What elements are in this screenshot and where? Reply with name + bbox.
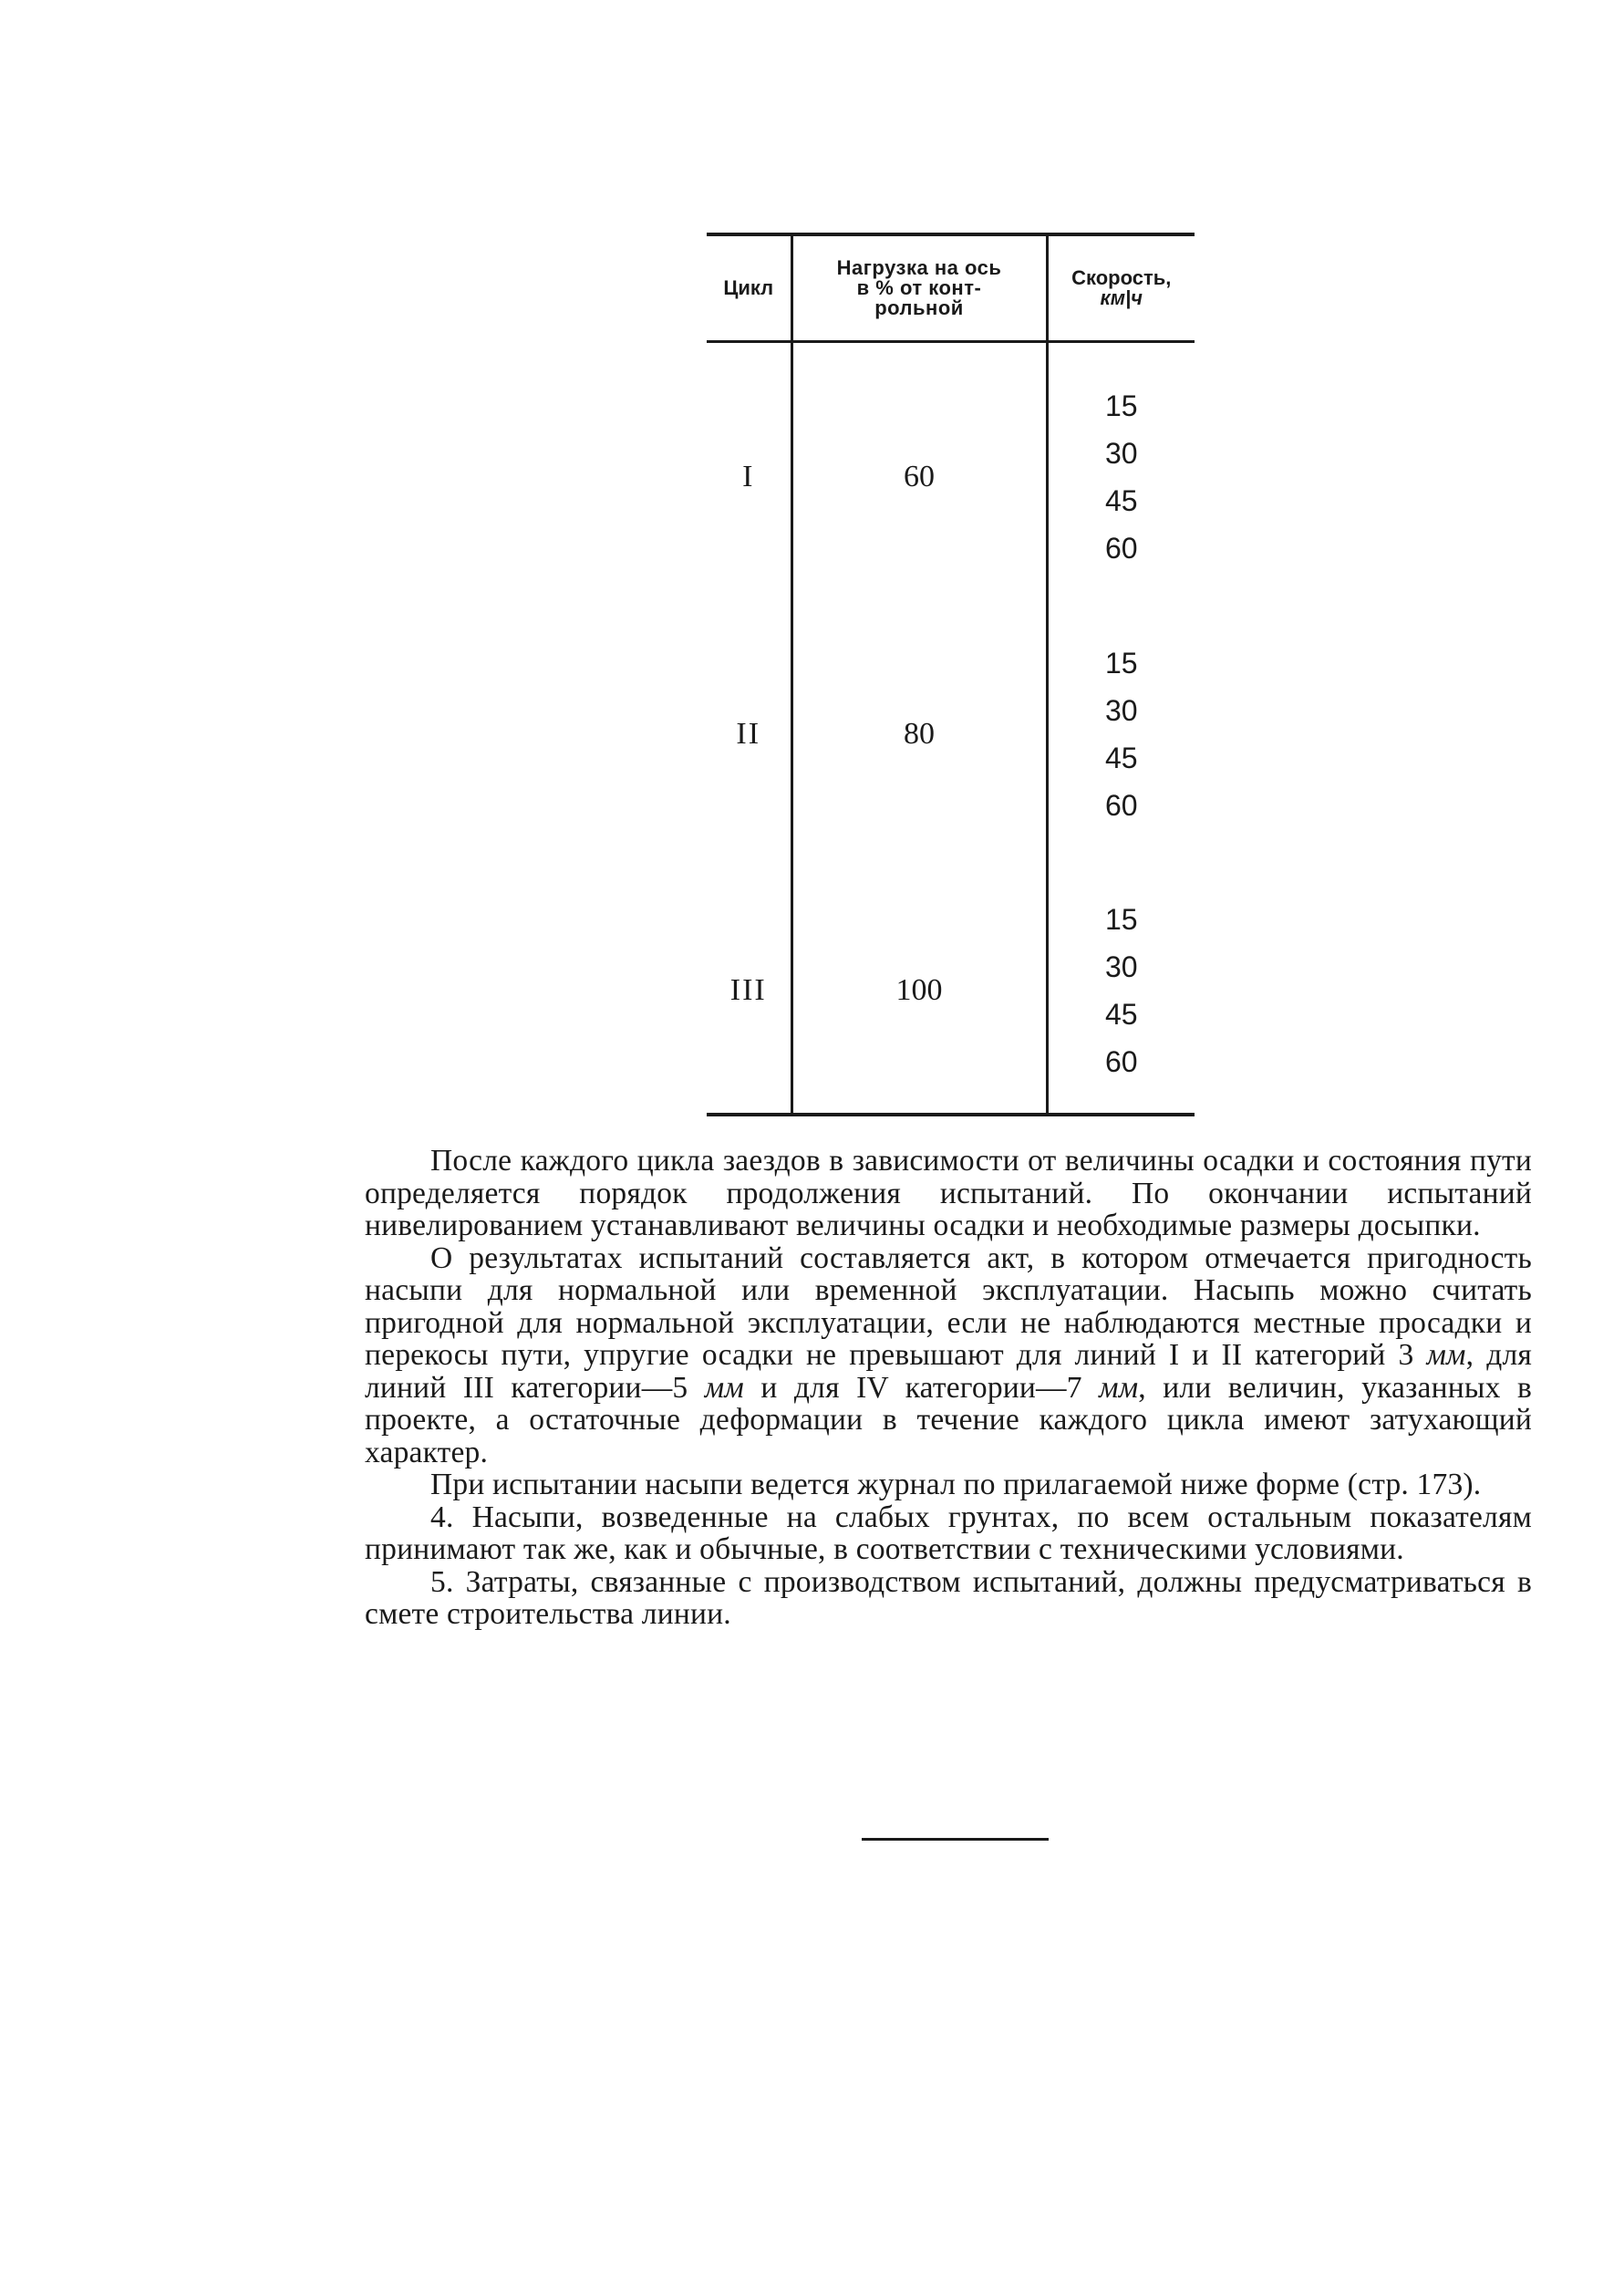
speed-value: 30	[1104, 436, 1138, 470]
speed-list	[1049, 904, 1195, 1077]
cycle-cell	[707, 611, 791, 857]
header-cycle-label: Цикл	[723, 275, 774, 299]
header-load-line1: Нагрузка на ось	[836, 255, 1002, 279]
speed-value: 60	[1104, 1044, 1138, 1078]
table-row	[707, 868, 1195, 1115]
table-row	[707, 354, 1195, 600]
paragraph-test-report	[365, 1242, 1532, 1469]
speed-value: 60	[1104, 788, 1138, 822]
body-text	[365, 1145, 1532, 1631]
test-cycles-table	[707, 233, 1195, 1116]
table-body	[707, 341, 1195, 1115]
speed-value: 15	[1104, 902, 1138, 936]
speed-cell	[1047, 611, 1195, 857]
paragraph-text: , или величин, указанных в проекте, а остаточные деформации в течение каждого цикла имеют затухающий характер.	[365, 1370, 1532, 1469]
paragraph-item-4: 4. Насыпи, возведенные на слабых грунтах, по всем остальным показателям принимают так же, как и обычные, в соответствии с техническими условиями.	[365, 1500, 1532, 1566]
header-axle-load	[791, 234, 1047, 341]
speed-value: 60	[1104, 531, 1138, 565]
paragraph-journal: При испытании насыпи ведется журнал по прилагаемой ниже форме (стр. 173).	[430, 1468, 1482, 1501]
header-load-line3: рольной	[874, 296, 964, 319]
speed-list	[1049, 648, 1195, 821]
row-spacer	[707, 341, 1195, 354]
cycle-cell	[707, 354, 791, 600]
speed-value: 45	[1104, 997, 1138, 1031]
table-header	[707, 234, 1195, 341]
header-speed	[1047, 234, 1195, 341]
load-cell: 100	[791, 868, 1047, 1115]
load-cell: 80	[791, 611, 1047, 857]
header-load-line2: в % от конт-	[856, 275, 982, 299]
row-spacer	[707, 600, 1195, 611]
speed-value: 15	[1104, 646, 1138, 680]
header-speed-unit: км|ч	[1100, 285, 1143, 309]
test-cycles-table-container	[707, 233, 1195, 1116]
speed-value: 15	[1104, 389, 1138, 422]
paragraph-text: , для линий III категории—5	[365, 1338, 1532, 1405]
row-spacer	[707, 857, 1195, 868]
speed-value: 45	[1104, 483, 1138, 517]
cycle-number: I	[742, 459, 755, 493]
unit-mm: мм	[1099, 1370, 1139, 1405]
cycle-number: II	[736, 716, 761, 751]
table-row	[707, 611, 1195, 857]
header-cycle	[707, 234, 791, 341]
header-speed-label: Скорость,	[1071, 265, 1172, 289]
paragraph-text: и для IV категории—7	[743, 1370, 1100, 1405]
header-row	[707, 234, 1195, 341]
paragraph-item-5: 5. Затраты, связанные с производством испытаний, должны предусматриваться в смете строительства линии.	[365, 1564, 1532, 1631]
speed-cell	[1047, 868, 1195, 1115]
section-end-rule	[862, 1838, 1049, 1841]
unit-mm: мм	[704, 1370, 744, 1405]
load-cell: 60	[791, 354, 1047, 600]
speed-list	[1049, 390, 1195, 564]
speed-cell	[1047, 354, 1195, 600]
cycle-cell	[707, 868, 791, 1115]
paragraph-after-cycle: После каждого цикла заездов в зависимости от величины осадки и состояния пути определяется порядок продолжения испытаний. По окончании испытаний нивелированием устанавливают величины осадки и необходимые размеры досыпки.	[365, 1144, 1532, 1242]
speed-value: 30	[1104, 950, 1138, 983]
speed-value: 45	[1104, 741, 1138, 774]
unit-mm: мм	[1426, 1338, 1466, 1372]
speed-value: 30	[1104, 693, 1138, 727]
cycle-number: III	[729, 972, 767, 1007]
paragraph-text: О результатах испытаний составляется акт, в котором отмечается пригодность насыпи для нормальной или временной эксплуатации. Насыпь можно считать пригодной для нормальной эксплуатации, если не наблюдаются местные просадки и перекосы пути, упругие осадки не превышают для линий I и II категорий 3	[365, 1240, 1532, 1372]
